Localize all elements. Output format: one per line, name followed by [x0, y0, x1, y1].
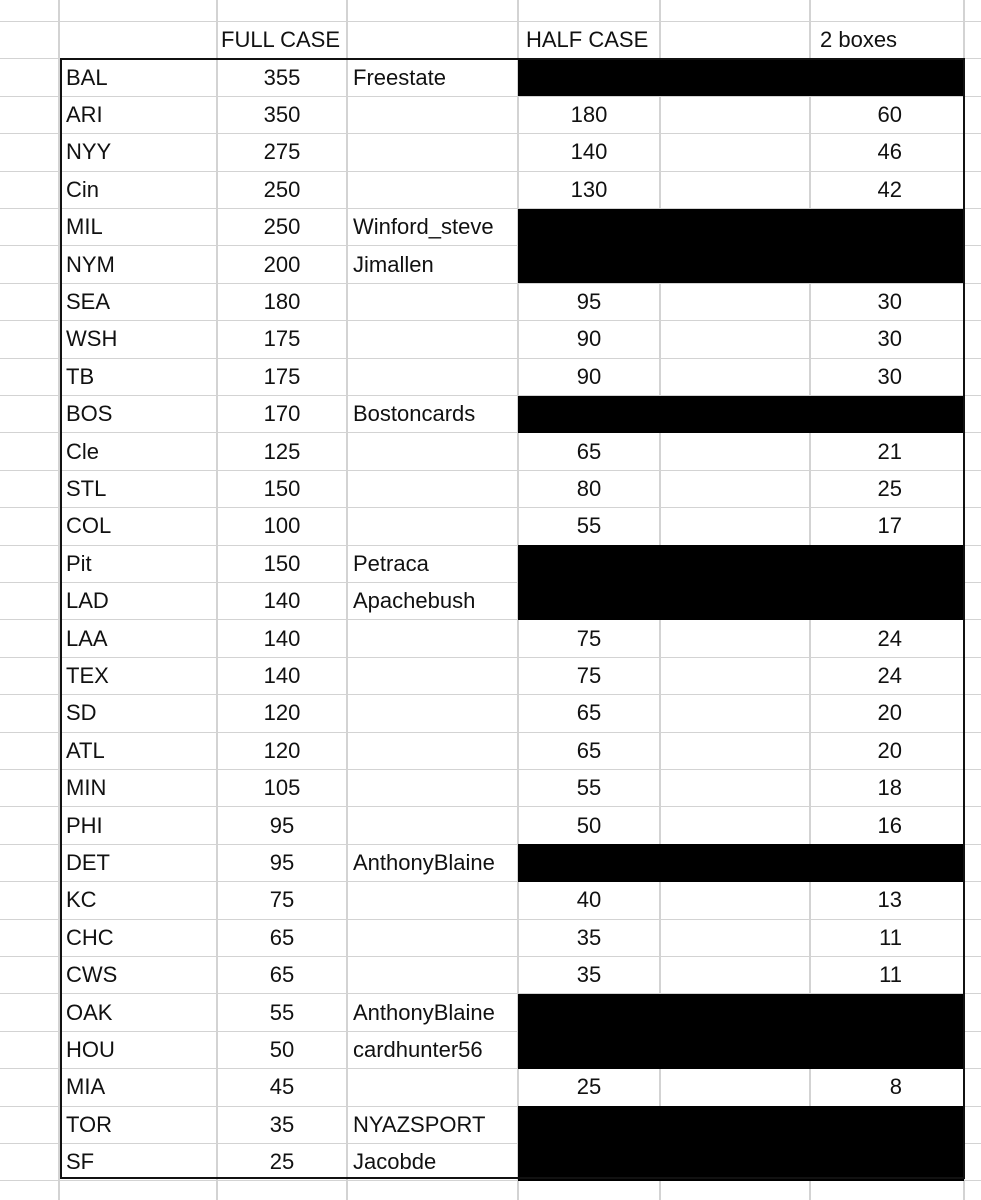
cell-full-case[interactable]: 180 [263, 289, 301, 315]
table-row [0, 919, 981, 956]
cell-full-case[interactable]: 355 [263, 64, 301, 90]
table-row [0, 433, 981, 470]
claimed-fill [518, 1106, 964, 1143]
cell-claimant[interactable]: AnthonyBlaine [353, 850, 495, 876]
cell-half-case[interactable]: 50 [576, 812, 602, 838]
cell-2-boxes[interactable]: 11 [879, 924, 902, 950]
cell-team[interactable]: Cle [66, 438, 100, 464]
cell-team[interactable]: CHC [66, 924, 114, 950]
cell-claimant[interactable] [347, 283, 518, 320]
cell-claimant[interactable]: Freestate [353, 64, 446, 90]
table-row [0, 732, 981, 769]
cell-team[interactable]: LAD [66, 588, 109, 614]
table-row [0, 508, 981, 545]
cell-2-boxes[interactable]: 20 [877, 737, 902, 763]
claimed-fill [518, 396, 964, 433]
claimed-fill [518, 246, 964, 283]
claimed-fill [518, 1031, 964, 1068]
cell-claimant[interactable]: Bostoncards [353, 401, 476, 427]
cell-2-boxes[interactable]: 30 [877, 363, 902, 389]
cell-2-boxes[interactable]: 8 [889, 1074, 902, 1100]
cell-full-case[interactable]: 120 [263, 737, 301, 763]
cell-full-case[interactable]: 65 [269, 924, 295, 950]
cell-team[interactable]: MIL [66, 214, 103, 240]
claimed-fill [518, 994, 964, 1031]
cell-team[interactable]: SEA [66, 289, 111, 315]
table-row [0, 321, 981, 358]
cell-claimant[interactable] [347, 919, 518, 956]
cell-team[interactable]: HOU [66, 1037, 115, 1063]
cell-half-case[interactable]: 65 [576, 438, 602, 464]
cell-team[interactable]: TB [66, 363, 95, 389]
cell-team[interactable]: MIN [66, 775, 107, 801]
cell-2-boxes[interactable]: 24 [877, 625, 902, 651]
cell-full-case[interactable]: 275 [263, 139, 301, 165]
table-row [0, 957, 981, 994]
cell-full-case[interactable]: 95 [269, 850, 295, 876]
cell-team[interactable]: SD [66, 700, 97, 726]
cell-full-case[interactable]: 100 [263, 513, 301, 539]
table-row [0, 1106, 981, 1143]
cell-claimant[interactable] [347, 657, 518, 694]
cell-claimant[interactable]: NYAZSPORT [353, 1111, 486, 1137]
cell-claimant[interactable] [347, 882, 518, 919]
cell-full-case[interactable]: 200 [263, 251, 301, 277]
cell-half-case[interactable]: 80 [576, 476, 602, 502]
cell-claimant[interactable] [347, 134, 518, 171]
cell-full-case[interactable]: 250 [263, 176, 301, 202]
cell-2-boxes[interactable]: 11 [879, 962, 902, 988]
cell-team[interactable]: KC [66, 887, 97, 913]
cell-full-case[interactable]: 25 [269, 1149, 295, 1175]
cell-claimant[interactable] [347, 807, 518, 844]
cell-claimant[interactable] [347, 171, 518, 208]
cell-2-boxes[interactable]: 20 [877, 700, 902, 726]
cell-half-case[interactable]: 55 [576, 775, 602, 801]
cell-full-case[interactable]: 250 [263, 214, 301, 240]
cell-team[interactable]: ARI [66, 102, 103, 128]
cell-half-case[interactable]: 40 [576, 887, 602, 913]
cell-team[interactable]: STL [66, 476, 107, 502]
cell-full-case[interactable]: 150 [263, 476, 301, 502]
cell-2-boxes[interactable]: 60 [877, 102, 902, 128]
cell-2-boxes[interactable]: 18 [877, 775, 902, 801]
cell-half-case[interactable]: 65 [576, 737, 602, 763]
table-row [0, 171, 981, 208]
cell-half-case[interactable]: 65 [576, 700, 602, 726]
cell-claimant[interactable] [347, 620, 518, 657]
cell-half-case[interactable]: 25 [576, 1074, 602, 1100]
cell-full-case[interactable]: 175 [263, 363, 301, 389]
table-row [0, 770, 981, 807]
cell-half-case[interactable]: 180 [570, 102, 608, 128]
cell-claimant[interactable]: cardhunter56 [353, 1037, 483, 1063]
cell-2-boxes[interactable]: 46 [877, 139, 902, 165]
cell-claimant[interactable] [347, 96, 518, 133]
cell-half-case[interactable]: 90 [576, 363, 602, 389]
cell-team[interactable]: BAL [66, 64, 108, 90]
cell-full-case[interactable]: 170 [263, 401, 301, 427]
cell-2-boxes[interactable]: 25 [877, 476, 902, 502]
table-row [0, 396, 981, 433]
cell-2-boxes[interactable]: 30 [877, 326, 902, 352]
cell-team[interactable]: Cin [66, 176, 100, 202]
cell-full-case[interactable]: 125 [263, 438, 301, 464]
table-row [0, 283, 981, 320]
cell-full-case[interactable]: 350 [263, 102, 301, 128]
claimed-fill [518, 844, 964, 881]
cell-full-case[interactable]: 95 [269, 812, 295, 838]
cell-2-boxes[interactable]: 24 [877, 663, 902, 689]
header-2-boxes[interactable]: 2 boxes [820, 27, 898, 52]
cell-team[interactable]: TOR [66, 1111, 113, 1137]
cell-2-boxes[interactable]: 30 [877, 289, 902, 315]
cell-claimant[interactable] [347, 433, 518, 470]
table-row [0, 1069, 981, 1106]
cell-claimant[interactable]: Apachebush [353, 588, 476, 614]
cell-team[interactable]: ATL [66, 737, 105, 763]
cell-claimant[interactable] [347, 732, 518, 769]
claimed-fill [518, 545, 964, 582]
cell-2-boxes[interactable]: 16 [877, 812, 902, 838]
header-full-case[interactable]: FULL CASE [221, 27, 341, 52]
cell-full-case[interactable]: 75 [269, 887, 295, 913]
table-row [0, 545, 981, 582]
cell-claimant[interactable] [347, 957, 518, 994]
cell-half-case[interactable]: 75 [576, 663, 602, 689]
cell-full-case[interactable]: 140 [263, 588, 301, 614]
cell-team[interactable]: CWS [66, 962, 118, 988]
cell-full-case[interactable]: 140 [263, 625, 301, 651]
table-row [0, 59, 981, 96]
table-row [0, 1144, 981, 1181]
table-row [0, 209, 981, 246]
table-row [0, 246, 981, 283]
table-row [0, 358, 981, 395]
cell-team[interactable]: TEX [66, 663, 109, 689]
table-top-border [60, 58, 965, 60]
cell-half-case[interactable]: 75 [576, 625, 602, 651]
cell-half-case[interactable]: 95 [576, 289, 602, 315]
table-row [0, 695, 981, 732]
cell-half-case[interactable]: 35 [576, 924, 602, 950]
table-row [0, 807, 981, 844]
cell-team[interactable]: NYY [66, 139, 112, 165]
cell-full-case[interactable]: 120 [263, 700, 301, 726]
cell-full-case[interactable]: 105 [263, 775, 301, 801]
cell-claimant[interactable] [347, 508, 518, 545]
cell-team[interactable]: NYM [66, 251, 115, 277]
cell-half-case[interactable]: 130 [570, 176, 608, 202]
cell-team[interactable]: DET [66, 850, 110, 876]
table-row [0, 583, 981, 620]
cell-claimant[interactable] [347, 321, 518, 358]
cell-full-case[interactable]: 45 [269, 1074, 295, 1100]
cell-team[interactable]: PHI [66, 812, 103, 838]
table-row [0, 657, 981, 694]
cell-full-case[interactable]: 50 [269, 1037, 295, 1063]
cell-claimant[interactable] [347, 695, 518, 732]
cell-2-boxes[interactable]: 42 [877, 176, 902, 202]
cell-full-case[interactable]: 55 [269, 999, 295, 1025]
cell-half-case[interactable]: 90 [576, 326, 602, 352]
cell-team[interactable]: COL [66, 513, 112, 539]
table-row [0, 134, 981, 171]
table-row [0, 96, 981, 133]
claimed-fill [518, 59, 964, 96]
cell-full-case[interactable]: 150 [263, 550, 301, 576]
cell-full-case[interactable]: 140 [263, 663, 301, 689]
claimed-fill [518, 583, 964, 620]
cell-2-boxes[interactable]: 21 [877, 438, 902, 464]
cell-claimant[interactable]: Jacobde [353, 1149, 437, 1175]
table-row [0, 1031, 981, 1068]
claimed-fill [518, 1144, 964, 1181]
cell-claimant[interactable] [347, 770, 518, 807]
cell-claimant[interactable] [347, 358, 518, 395]
cell-full-case[interactable]: 35 [269, 1111, 295, 1137]
cell-team[interactable]: WSH [66, 326, 118, 352]
table-row [0, 844, 981, 881]
cell-team[interactable]: SF [66, 1149, 95, 1175]
cell-team[interactable]: LAA [66, 625, 108, 651]
cell-claimant[interactable]: AnthonyBlaine [353, 999, 495, 1025]
cell-half-case[interactable]: 55 [576, 513, 602, 539]
cell-claimant[interactable]: Petraca [353, 550, 429, 576]
cell-half-case[interactable]: 35 [576, 962, 602, 988]
cell-team[interactable]: MIA [66, 1074, 106, 1100]
cell-full-case[interactable]: 175 [263, 326, 301, 352]
claimed-fill [518, 209, 964, 246]
table-row [0, 470, 981, 507]
cell-2-boxes[interactable]: 13 [877, 887, 902, 913]
cell-claimant[interactable]: Jimallen [353, 251, 434, 277]
table-row [0, 882, 981, 919]
table-row [0, 620, 981, 657]
table-row [0, 994, 981, 1031]
cell-claimant[interactable] [347, 470, 518, 507]
header-row [0, 22, 981, 58]
cell-claimant[interactable]: Winford_steve [353, 214, 494, 240]
cell-team[interactable]: Pit [66, 550, 92, 576]
header-half-case[interactable]: HALF CASE [526, 27, 649, 52]
cell-full-case[interactable]: 65 [269, 962, 295, 988]
cell-claimant[interactable] [347, 1069, 518, 1106]
cell-team[interactable]: BOS [66, 401, 113, 427]
cell-half-case[interactable]: 140 [570, 139, 608, 165]
cell-2-boxes[interactable]: 17 [877, 513, 902, 539]
cell-team[interactable]: OAK [66, 999, 113, 1025]
